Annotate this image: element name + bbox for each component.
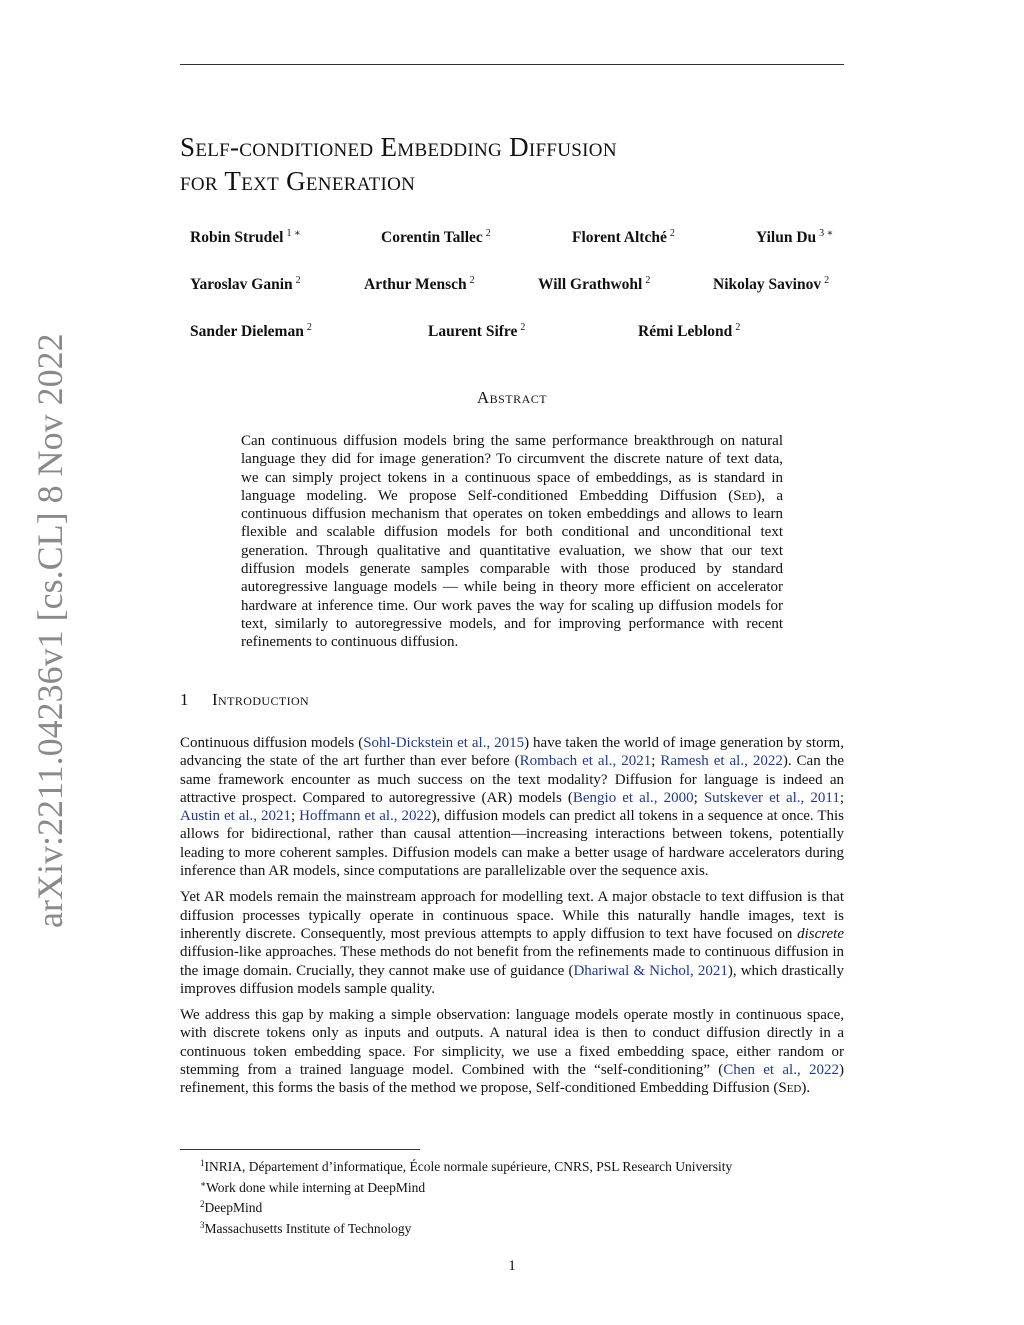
author: Yaroslav Ganin $^2$ (190, 275, 301, 294)
citation-link[interactable]: Sohl-Dickstein et al., 2015 (363, 735, 525, 751)
citation-link[interactable]: Bengio et al., 2000 (572, 789, 694, 806)
citation-link[interactable]: Rombach et al., 2021 (519, 753, 652, 770)
citation-link[interactable]: Hoffmann et al., 2022 (299, 808, 432, 825)
paragraph: Continuous diffusion models (Sohl-Dickstein et al., 2015) have taken the world of image generation by storm, advancing the state of the art further than ever before (Rombach et al., 2021; Ramesh et al., 2022). Can the same framework encounter as much success on the text modality? Diffusion for language is indeed an attractive prospect. Compared to autoregressive (AR) models (Bengio et al., 2000; Sutskever et al., 2011; Austin et al., 2021; Hoffmann et al., 2022), diffusion models can predict all tokens in a sequence at once. This allows for bidirectional, rather than causal attention—increasing interactions between tokens, potentially leading to more coherent samples. Diffusion models can make a better usage of hardware accelerators during inference than AR models, since computations are parallelizable over the sequence axis. (180, 735, 845, 880)
author: Arthur Mensch $^2$ (364, 275, 475, 294)
footnote-rule (180, 1149, 420, 1150)
footnote: ∗Work done while interning at DeepMind (200, 1178, 426, 1195)
paper-title (180, 130, 844, 198)
author: Nikolay Savinov $^2$ (713, 275, 830, 294)
section-heading: 1 Introduction (180, 690, 310, 709)
paragraph: We address this gap by making a simple observation: language models operate mostly in continuous space, with discrete tokens only as inputs and outputs. A natural idea is then to conduct diffusion directly in a continuous token embedding space. For simplicity, we use a fixed embedding space, either random or stemming from a trained language model. Combined with the “self-conditioning” (Chen et al., 2022) refinement, this forms the basis of the method we propose, Self-conditioned Embedding Diffusion (Sed). (180, 1007, 844, 1097)
author: Yilun Du $^{3 ∗}$ (756, 228, 834, 247)
citation-link[interactable]: Austin et al., 2021 (180, 808, 291, 825)
title-line-2: for Text Generation (180, 166, 416, 196)
author-row-3 (190, 322, 844, 346)
title-line-1: Self-conditioned Embedding Diffusion (180, 132, 617, 162)
paragraph: Yet AR models remain the mainstream approach for modelling text. A major obstacle to text diffusion is that diffusion processes typically operate in continuous space. While this naturally handle images, text is inherently discrete. Consequently, most previous attempts to apply diffusion to text have focused on discrete diffusion-like approaches. These methods do not benefit from the refinements made to continuous diffusion in the image domain. Crucially, they cannot make use of guidance (Dhariwal & Nichol, 2021), which drastically improves diffusion models sample quality. (180, 889, 844, 997)
author: Will Grathwohl $^2$ (538, 275, 651, 294)
author: Florent Altché $^2$ (572, 228, 675, 247)
introduction-body (180, 734, 844, 1106)
author: Rémi Leblond $^2$ (638, 322, 741, 341)
author: Laurent Sifre $^2$ (428, 322, 526, 341)
author: Sander Dieleman $^2$ (190, 322, 312, 341)
citation-link[interactable]: Chen et al., 2022 (723, 1062, 839, 1079)
author-row-2 (190, 275, 844, 299)
footnote: $^2$DeepMind (200, 1199, 263, 1216)
abstract-heading: Abstract (476, 388, 548, 407)
author: Robin Strudel $^{1 ∗}$ (190, 228, 301, 247)
citation-link[interactable]: Ramesh et al., 2022 (660, 753, 783, 770)
page-number: 1 (508, 1258, 516, 1274)
abstract-text: Can continuous diffusion models bring the same performance breakthrough on natural language they did for image generation? To circumvent the discrete nature of text data, we can simply project tokens in a continuous space of embeddings, as is standard in language modeling. We propose Self-conditioned Embedding Diffusion (Sed), a continuous diffusion mechanism that operates on token embeddings and allows to learn flexible and scalable diffusion models for both conditional and unconditional text generation. Through qualitative and quantitative evaluation, we show that our text diffusion models generate samples comparable with those produced by standard autoregressive language models — while being in theory more efficient on accelerator hardware at inference time. Our work paves the way for scaling up diffusion models for text, similarly to autoregressive models, and for improving performance with recent refinements to continuous diffusion. (241, 433, 784, 651)
author-row-1 (190, 228, 844, 252)
citation-link[interactable]: Sutskever et al., 2011 (703, 789, 840, 806)
citation-link[interactable]: Dhariwal & Nichol, 2021 (573, 962, 728, 979)
footnote: $^3$Massachusetts Institute of Technology (200, 1219, 412, 1236)
author: Corentin Tallec $^2$ (381, 228, 491, 247)
footnote: $^1$INRIA, Département d’informatique, École normale supérieure, CNRS, PSL Research University (200, 1158, 733, 1174)
header-rule (180, 64, 844, 65)
footnotes (200, 1155, 840, 1237)
arxiv-identifier: arXiv:2211.04236v1 [cs.CL] 8 Nov 2022 (30, 333, 70, 928)
